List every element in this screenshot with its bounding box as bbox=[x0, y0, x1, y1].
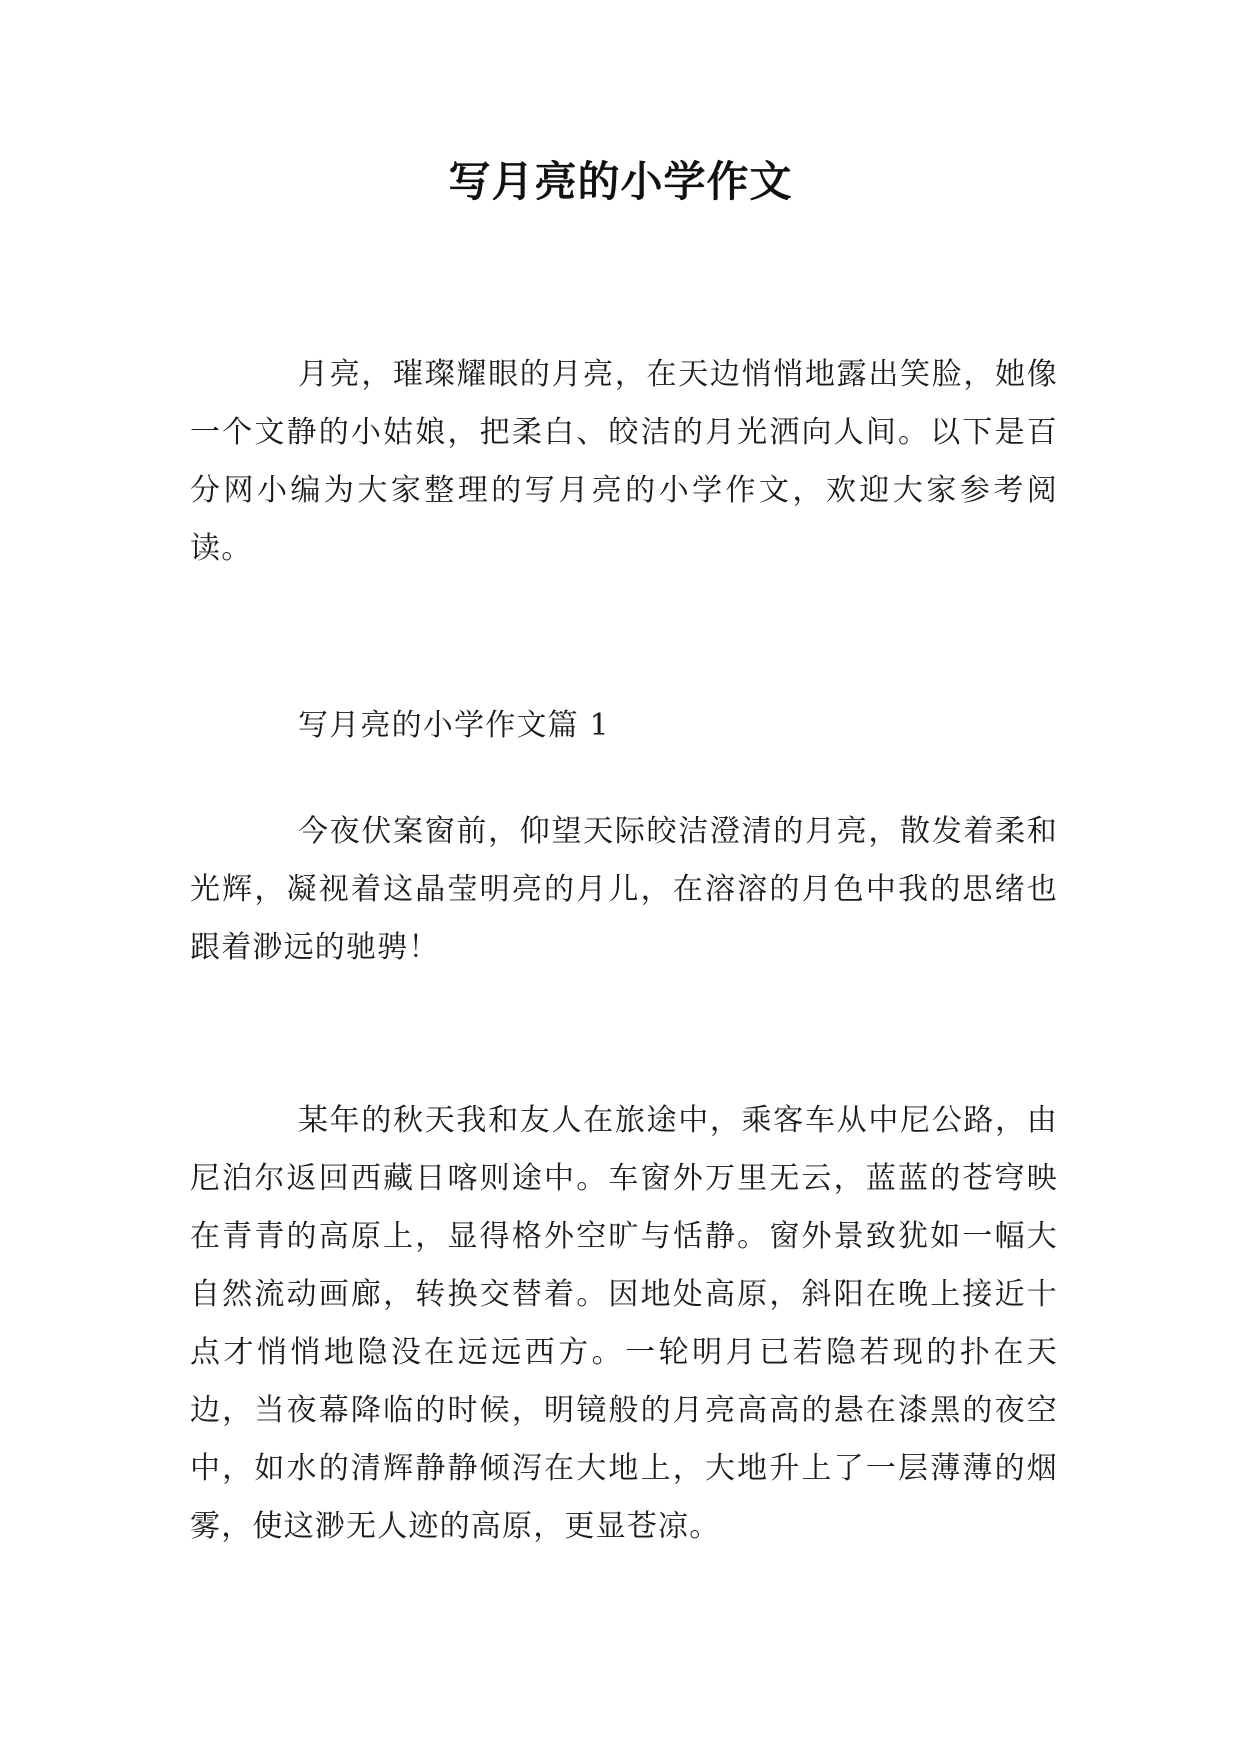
document-title: 写月亮的小学作文 bbox=[448, 157, 793, 206]
intro-paragraph: 月亮，璀璨耀眼的月亮，在天边悄悄地露出笑脸，她像一个文静的小姑娘，把柔白、皎洁的月光洒向人间。以下是百分网小编为大家整理的写月亮的小学作文，欢迎大家参考阅读。 bbox=[190, 357, 1058, 566]
section-heading: 写月亮的小学作文篇 1 bbox=[298, 708, 610, 743]
body-paragraph-1: 今夜伏案窗前，仰望天际皎洁澄清的月亮，散发着柔和光辉，凝视着这晶莹明亮的月儿，在溶溶的月色中我的思绪也跟着渺远的驰骋！ bbox=[190, 814, 1058, 965]
body-paragraph-2: 某年的秋天我和友人在旅途中，乘客车从中尼公路，由尼泊尔返回西藏日喀则途中。车窗外万里无云，蓝蓝的苍穹映在青青的高原上，显得格外空旷与恬静。窗外景致犹如一幅大自然流动画廊，转换交替着。因地处高原，斜阳在晚上接近十点才悄悄地隐没在远远西方。一轮明月已若隐若现的扑在天边，当夜幕降临的时候，明镜般的月亮高高的悬在漆黑的夜空中，如水的清辉静静倾泻在大地上，大地升上了一层薄薄的烟雾，使这渺无人迹的高原，更显苍凉。 bbox=[190, 1103, 1058, 1544]
